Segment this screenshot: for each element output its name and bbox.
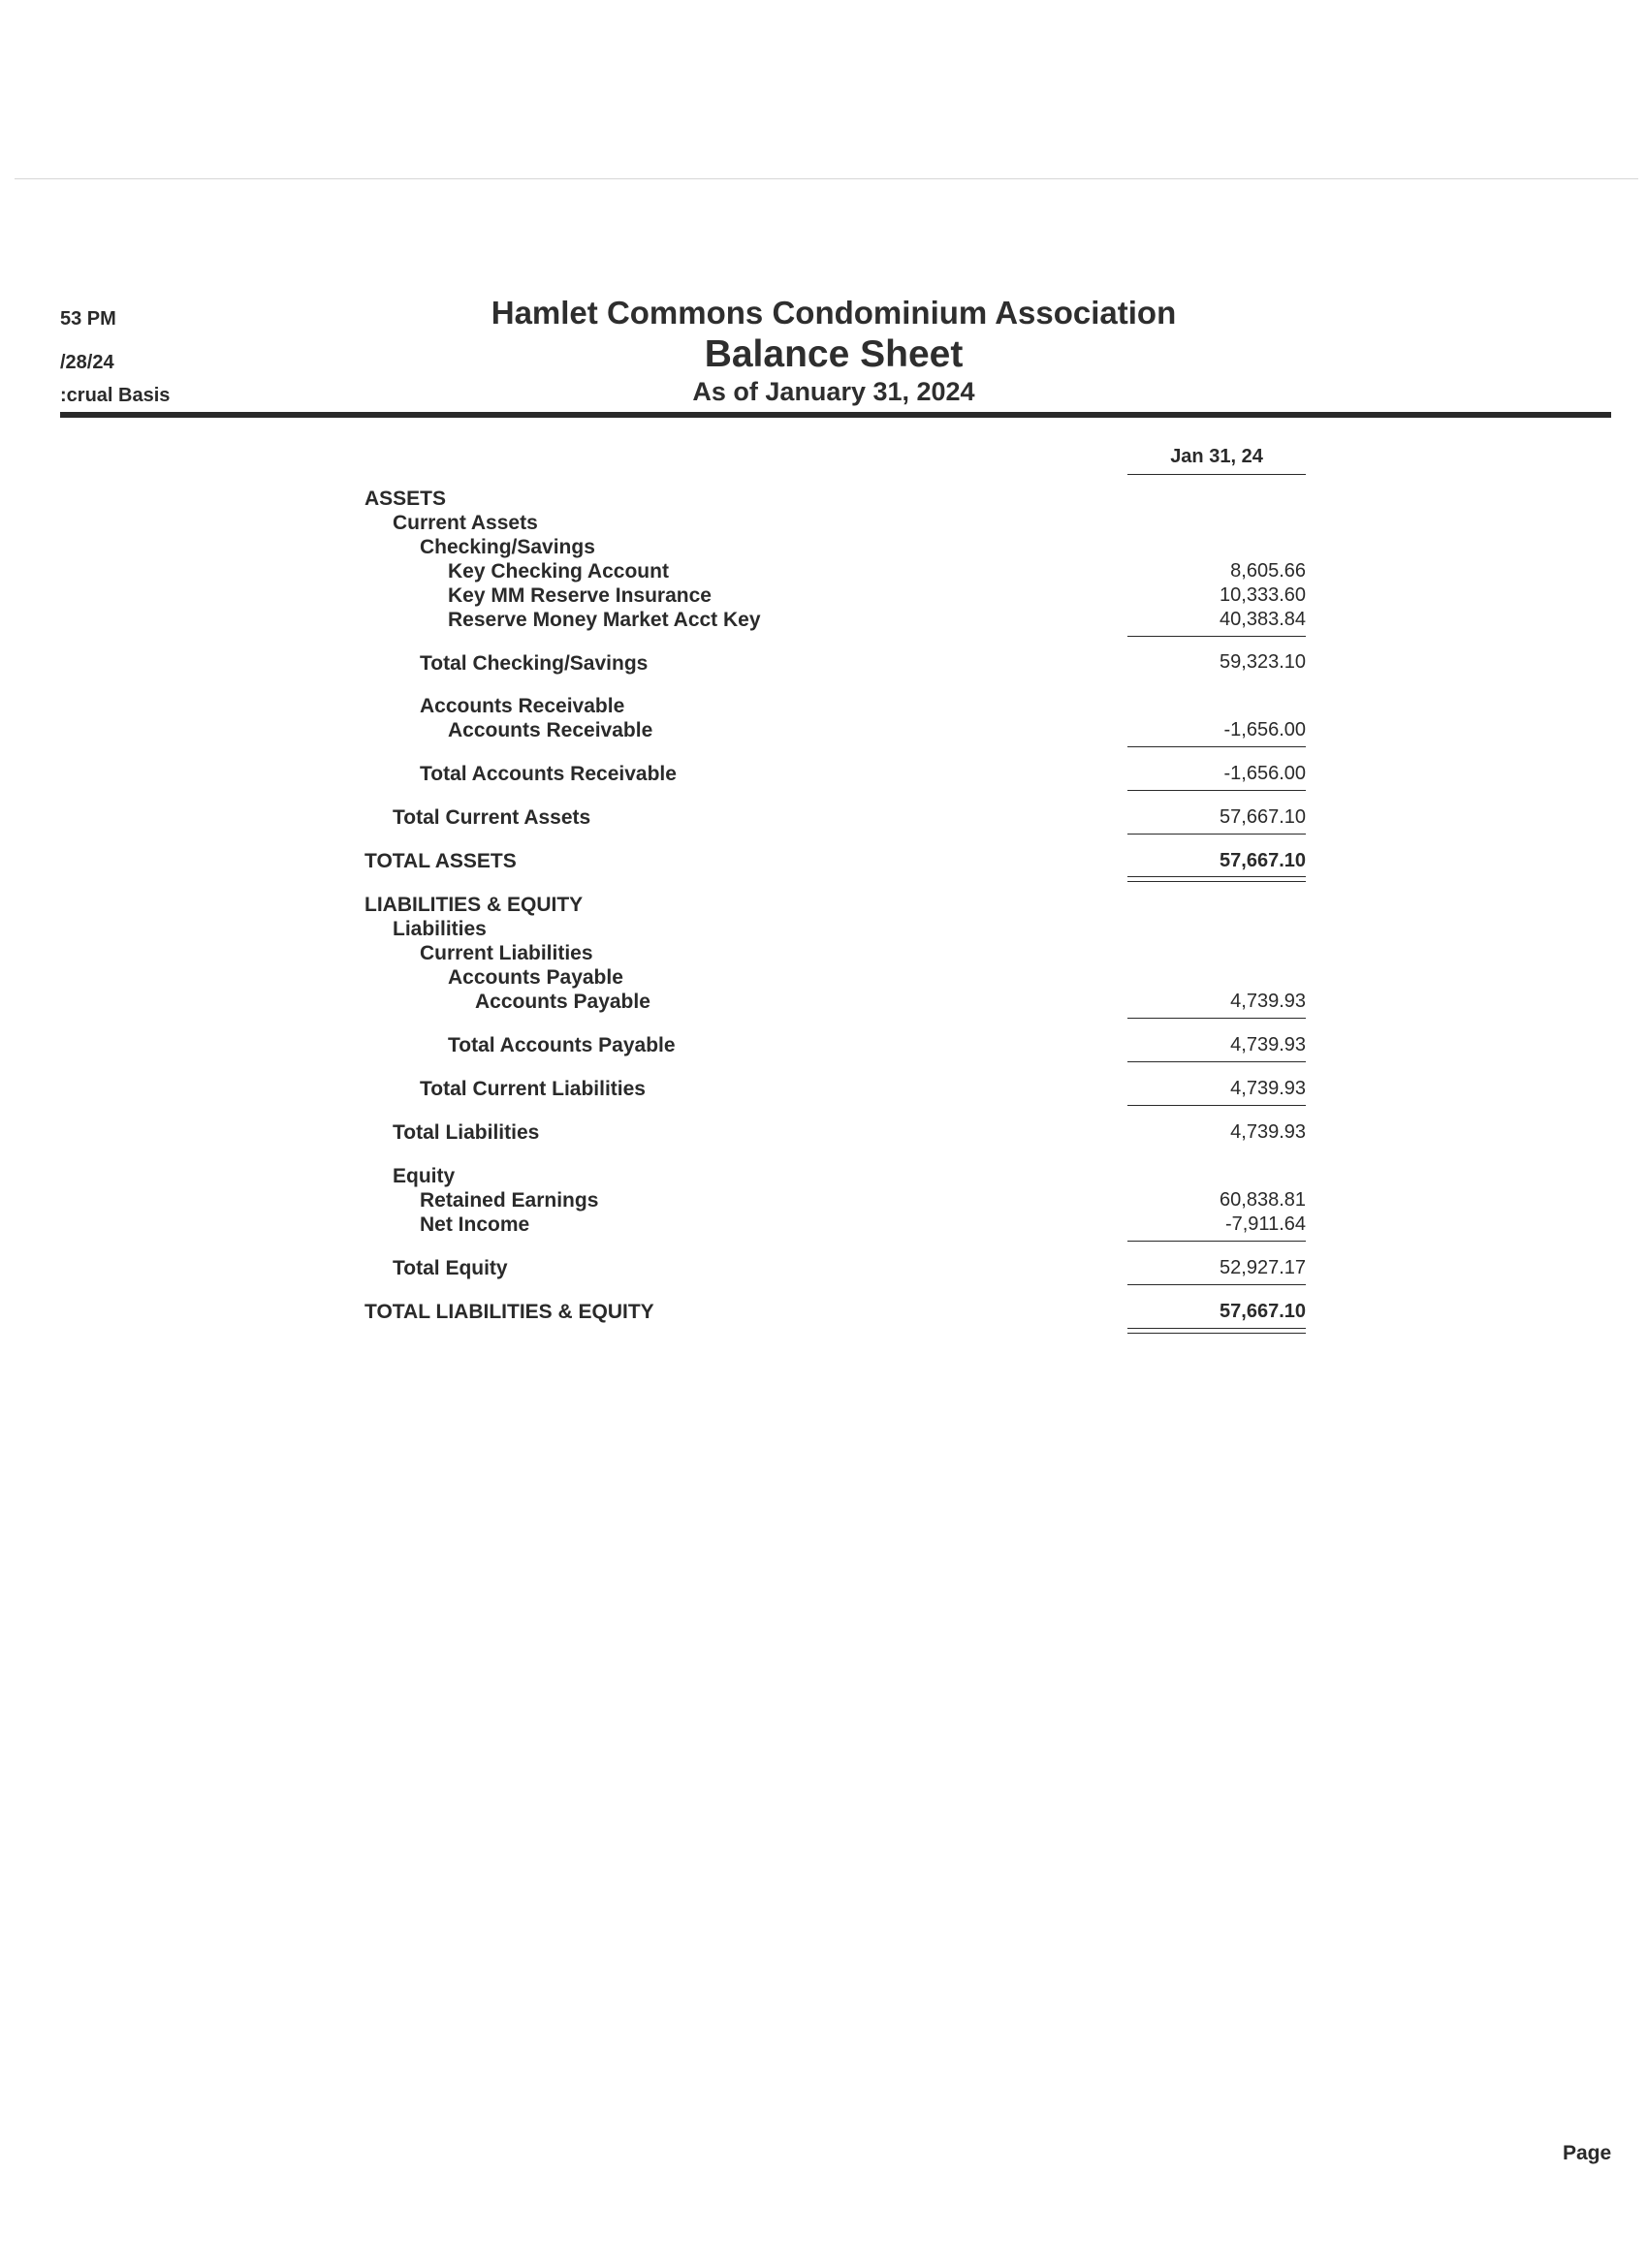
total-label-liabilities-equity: TOTAL LIABILITIES & EQUITY bbox=[364, 1301, 654, 1323]
total-label-current-liabilities: Total Current Liabilities bbox=[420, 1078, 646, 1100]
report-date: /28/24 bbox=[60, 352, 114, 373]
group-heading-checking-savings: Checking/Savings bbox=[420, 536, 595, 558]
page-number-label: Page bbox=[1563, 2142, 1612, 2164]
grand-total-double-rule-top bbox=[1127, 1328, 1306, 1329]
grand-total-double-rule-bottom bbox=[1127, 1333, 1306, 1334]
account-amount-net-income: -7,911.64 bbox=[1224, 1213, 1306, 1235]
subtotal-rule bbox=[1127, 1018, 1306, 1019]
total-amount-accounts-receivable: -1,656.00 bbox=[1223, 763, 1306, 784]
account-amount-retained-earnings: 60,838.81 bbox=[1220, 1189, 1306, 1211]
section-heading-assets: ASSETS bbox=[364, 488, 447, 510]
company-name: Hamlet Commons Condominium Association bbox=[491, 295, 1177, 331]
header-divider bbox=[60, 412, 1611, 418]
total-amount-current-liabilities: 4,739.93 bbox=[1230, 1078, 1306, 1099]
subtotal-rule bbox=[1127, 1241, 1306, 1242]
report-as-of-date: As of January 31, 2024 bbox=[692, 377, 975, 406]
total-amount-current-assets: 57,667.10 bbox=[1220, 806, 1306, 828]
total-amount-assets: 57,667.10 bbox=[1220, 850, 1306, 871]
total-label-checking-savings: Total Checking/Savings bbox=[420, 652, 649, 675]
subtotal-rule bbox=[1127, 834, 1306, 835]
group-heading-accounts-receivable: Accounts Receivable bbox=[420, 695, 625, 717]
group-heading-liabilities: Liabilities bbox=[393, 918, 487, 940]
subtotal-rule bbox=[1127, 1284, 1306, 1285]
total-amount-liabilities: 4,739.93 bbox=[1230, 1121, 1306, 1143]
group-heading-equity: Equity bbox=[393, 1165, 456, 1187]
subtotal-rule bbox=[1127, 790, 1306, 791]
account-label-reserve-money-market: Reserve Money Market Acct Key bbox=[448, 609, 761, 631]
total-label-assets: TOTAL ASSETS bbox=[364, 850, 517, 872]
subtotal-rule bbox=[1127, 746, 1306, 747]
report-title: Balance Sheet bbox=[704, 333, 964, 375]
total-amount-checking-savings: 59,323.10 bbox=[1220, 651, 1306, 673]
section-heading-liabilities-equity: LIABILITIES & EQUITY bbox=[364, 894, 584, 916]
subtotal-rule bbox=[1127, 1061, 1306, 1062]
subtotal-rule bbox=[1127, 636, 1306, 637]
account-amount-accounts-receivable: -1,656.00 bbox=[1223, 719, 1306, 740]
account-amount-reserve-money-market: 40,383.84 bbox=[1220, 609, 1306, 630]
account-amount-key-mm-reserve: 10,333.60 bbox=[1220, 584, 1306, 606]
total-label-liabilities: Total Liabilities bbox=[393, 1121, 540, 1144]
column-header: Jan 31, 24 bbox=[1170, 446, 1263, 467]
total-amount-accounts-payable: 4,739.93 bbox=[1230, 1034, 1306, 1055]
report-basis: :crual Basis bbox=[60, 385, 171, 406]
account-label-accounts-payable: Accounts Payable bbox=[475, 991, 650, 1013]
group-heading-current-assets: Current Assets bbox=[393, 512, 538, 534]
scan-artifact-line bbox=[15, 178, 1638, 179]
total-label-equity: Total Equity bbox=[393, 1257, 508, 1279]
subtotal-rule bbox=[1127, 1105, 1306, 1106]
total-label-accounts-payable: Total Accounts Payable bbox=[448, 1034, 676, 1056]
group-heading-current-liabilities: Current Liabilities bbox=[420, 942, 593, 964]
total-amount-equity: 52,927.17 bbox=[1220, 1257, 1306, 1278]
total-label-accounts-receivable: Total Accounts Receivable bbox=[420, 763, 677, 785]
grand-total-double-rule-top bbox=[1127, 876, 1306, 877]
grand-total-double-rule-bottom bbox=[1127, 881, 1306, 882]
report-time: 53 PM bbox=[60, 308, 116, 330]
total-label-current-assets: Total Current Assets bbox=[393, 806, 591, 829]
column-header-underline bbox=[1127, 474, 1306, 475]
account-label-accounts-receivable: Accounts Receivable bbox=[448, 719, 653, 741]
total-amount-liabilities-equity: 57,667.10 bbox=[1220, 1301, 1306, 1322]
account-amount-accounts-payable: 4,739.93 bbox=[1230, 991, 1306, 1012]
account-label-net-income: Net Income bbox=[420, 1213, 530, 1236]
group-heading-accounts-payable: Accounts Payable bbox=[448, 966, 623, 989]
account-label-retained-earnings: Retained Earnings bbox=[420, 1189, 599, 1212]
account-label-key-checking: Key Checking Account bbox=[448, 560, 669, 583]
account-label-key-mm-reserve: Key MM Reserve Insurance bbox=[448, 584, 712, 607]
account-amount-key-checking: 8,605.66 bbox=[1230, 560, 1306, 582]
